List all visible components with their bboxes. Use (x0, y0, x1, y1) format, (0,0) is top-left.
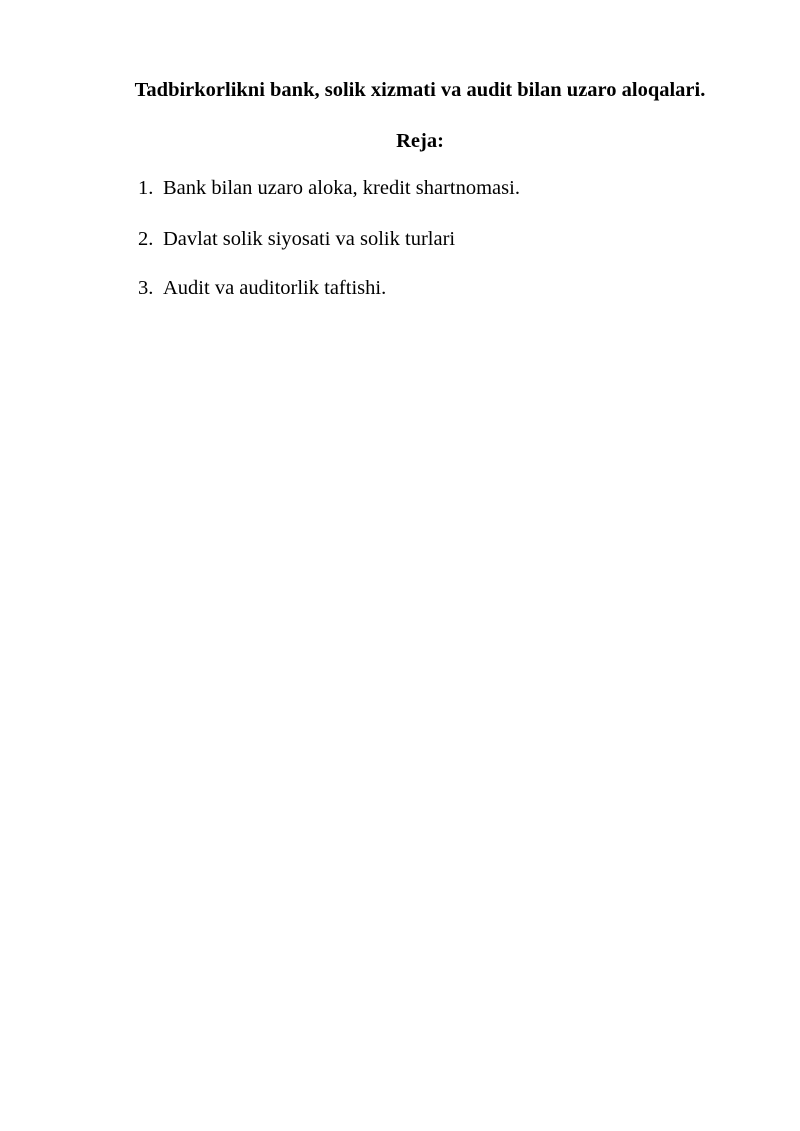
plan-item-number: 2. (138, 228, 154, 250)
plan-item-3 (138, 274, 386, 302)
document-title: Tadbirkorlikni bank, solik xizmati va audit bilan uzaro aloqalari. (134, 79, 706, 101)
plan-item-number: 3. (138, 277, 154, 299)
plan-item-1 (138, 174, 520, 202)
plan-heading: Reja: (396, 130, 444, 152)
plan-item-text: Audit va auditorlik taftishi. (163, 277, 387, 299)
plan-item-2 (138, 225, 455, 253)
plan-item-text: Bank bilan uzaro aloka, kredit shartnomasi. (163, 177, 520, 199)
plan-item-number: 1. (138, 177, 154, 199)
plan-item-text: Davlat solik siyosati va solik turlari (163, 228, 456, 250)
